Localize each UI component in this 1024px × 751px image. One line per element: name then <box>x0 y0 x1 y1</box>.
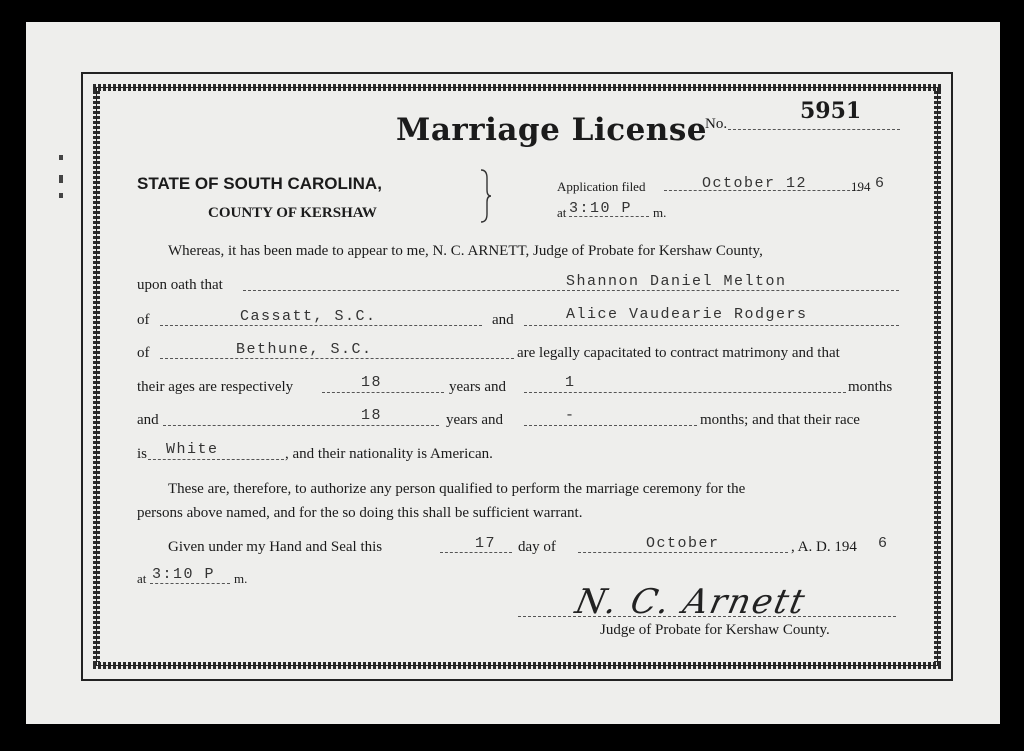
given-month: October <box>646 535 720 552</box>
number-label: No. <box>705 116 728 132</box>
document-title <box>396 112 707 148</box>
race-text: months; and that their race <box>700 412 860 428</box>
authorize-line-2: persons above named, and for the so doing this shall be sufficient warrant. <box>137 505 583 521</box>
application-year-digit: 6 <box>875 175 886 192</box>
whereas-text: Whereas, it has been made to appear to me, N. C. ARNETT, Judge of Probate for Kershaw County, <box>168 243 763 259</box>
race-value: White <box>166 441 219 458</box>
application-at-label: at <box>557 205 567 220</box>
authorize-line-1: These are, therefore, to authorize any person qualified to perform the marriage ceremony for the <box>168 481 746 497</box>
title-text: Marriage License <box>396 112 708 148</box>
of-label-2: of <box>137 345 150 361</box>
number-line <box>728 129 900 130</box>
signature: N. C. Arnett <box>571 582 811 622</box>
is-label: is <box>137 446 148 462</box>
day-of-label: day of <box>518 539 556 555</box>
given-day: 17 <box>475 535 497 552</box>
years-and-label: years and <box>449 379 507 395</box>
groom-residence: Cassatt, S.C. <box>240 308 377 325</box>
of-label: of <box>137 312 150 328</box>
margin-mark <box>59 193 63 198</box>
given-year-digit: 6 <box>878 535 889 552</box>
application-time: 3:10 P <box>569 200 633 217</box>
margin-mark <box>59 155 63 160</box>
given-at-label: at <box>137 571 147 586</box>
groom-months-line <box>524 392 846 393</box>
state-heading: STATE OF SOUTH CAROLINA, <box>137 174 382 193</box>
and-label: and <box>492 312 514 328</box>
application-filed-label: Application filed <box>557 179 646 194</box>
ages-label: their ages are respectively <box>137 379 294 395</box>
given-time: 3:10 P <box>152 566 216 583</box>
given-label: Given under my Hand and Seal this <box>168 539 383 555</box>
given-m-label: m. <box>234 571 248 586</box>
license-number: 5951 <box>800 98 862 124</box>
nationality-text: , and their nationality is American. <box>285 446 493 462</box>
upon-oath-label: upon oath that <box>137 277 223 293</box>
county-heading: COUNTY OF KERSHAW <box>208 205 377 221</box>
bride-residence: Bethune, S.C. <box>236 341 373 358</box>
judge-title: Judge of Probate for Kershaw County. <box>600 622 830 638</box>
race-line <box>148 459 284 460</box>
bride-years-line <box>163 425 439 426</box>
months-label: months <box>848 379 893 395</box>
bride-age-years: 18 <box>361 407 383 424</box>
groom-years-line <box>322 392 444 393</box>
bride-age-months: - <box>565 407 576 424</box>
years-and-label-2: years and <box>446 412 504 428</box>
capacitated-text: are legally capacitated to contract matrimony and that <box>517 345 840 361</box>
groom-age-months: 1 <box>565 374 576 391</box>
groom-name: Shannon Daniel Melton <box>566 273 787 290</box>
signature-line <box>518 616 896 617</box>
groom-age-years: 18 <box>361 374 383 391</box>
ad-label: , A. D. 194 <box>791 539 857 555</box>
application-date: October 12 <box>702 175 808 192</box>
bride-name-line <box>524 325 899 326</box>
bride-months-line <box>524 425 697 426</box>
application-m-label: m. <box>653 205 667 220</box>
margin-mark <box>59 175 63 183</box>
application-year-prefix: 194 <box>851 179 871 194</box>
and-label-2: and <box>137 412 159 428</box>
brace-icon <box>478 168 494 224</box>
bride-name: Alice Vaudearie Rodgers <box>566 306 808 323</box>
